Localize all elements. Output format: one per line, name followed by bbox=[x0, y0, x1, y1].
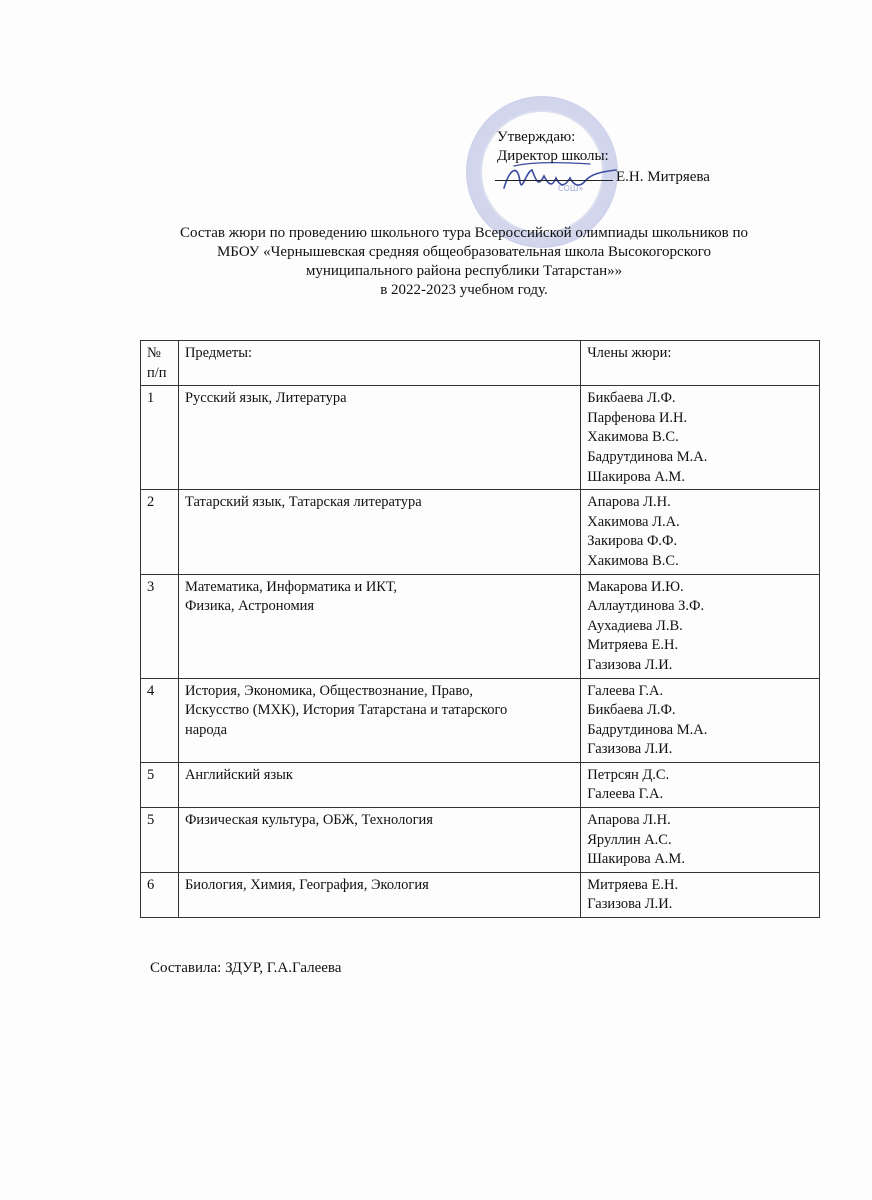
row-members bbox=[581, 762, 820, 807]
jury-member: Шакирова А.М. bbox=[587, 468, 685, 485]
jury-member: Яруллин А.С. bbox=[587, 831, 672, 848]
jury-member: Бикбаева Л.Ф. bbox=[587, 390, 676, 407]
jury-member: Галеева Г.А. bbox=[587, 682, 664, 699]
row-members bbox=[581, 872, 820, 917]
header-num: № п/п bbox=[141, 341, 179, 386]
row-members bbox=[581, 808, 820, 873]
signature-line bbox=[495, 166, 613, 181]
table-row bbox=[141, 574, 820, 678]
row-number: 3 bbox=[141, 574, 179, 678]
row-members bbox=[581, 574, 820, 678]
jury-member: Апарова Л.Н. bbox=[587, 494, 671, 511]
row-members bbox=[581, 386, 820, 490]
approval-signer: Е.Н. Митряева bbox=[616, 169, 710, 185]
jury-table bbox=[140, 340, 820, 918]
row-subjects: Математика, Информатика и ИКТ, Физика, Астрономия bbox=[178, 574, 580, 678]
seal-text: СОШ» bbox=[558, 184, 584, 193]
table-row bbox=[141, 490, 820, 574]
row-number: 4 bbox=[141, 678, 179, 762]
approval-signer-line bbox=[495, 166, 710, 187]
jury-member: Галеева Г.А. bbox=[587, 786, 664, 803]
jury-member: Аухадиева Л.В. bbox=[587, 617, 683, 634]
jury-member: Апарова Л.Н. bbox=[587, 812, 671, 829]
jury-member: Шакирова А.М. bbox=[587, 851, 685, 868]
jury-member: Парфенова И.Н. bbox=[587, 409, 688, 426]
jury-member: Митряева Е.Н. bbox=[587, 637, 679, 654]
row-subjects: Русский язык, Литература bbox=[178, 386, 580, 490]
table-row bbox=[141, 678, 820, 762]
jury-member: Петрсян Д.С. bbox=[587, 766, 670, 783]
row-subjects: Татарский язык, Татарская литература bbox=[178, 490, 580, 574]
row-subjects: Английский язык bbox=[178, 762, 580, 807]
row-members bbox=[581, 678, 820, 762]
jury-member: Макарова И.Ю. bbox=[587, 578, 684, 595]
title-line-3: муниципального района республики Татарстан»» bbox=[305, 263, 623, 279]
title-line-2: МБОУ «Чернышевская средняя общеобразовательная школа Высокогорского bbox=[216, 244, 712, 260]
table-row bbox=[141, 762, 820, 807]
jury-member: Митряева Е.Н. bbox=[587, 876, 679, 893]
jury-member: Газизова Л.И. bbox=[587, 896, 673, 913]
compiled-by: Составила: ЗДУР, Г.А.Галеева bbox=[150, 960, 342, 976]
jury-member: Закирова Ф.Ф. bbox=[587, 533, 678, 550]
row-subjects: Биология, Химия, География, Экология bbox=[178, 872, 580, 917]
row-number: 2 bbox=[141, 490, 179, 574]
row-members bbox=[581, 490, 820, 574]
title-line-4: в 2022-2023 учебном году. bbox=[380, 282, 548, 298]
row-number: 1 bbox=[141, 386, 179, 490]
jury-member: Газизова Л.И. bbox=[587, 656, 673, 673]
approval-block bbox=[497, 128, 710, 187]
table-row bbox=[141, 386, 820, 490]
jury-member: Хакимова В.С. bbox=[587, 552, 679, 569]
approval-heading: Утверждаю: bbox=[497, 129, 576, 145]
row-subjects: История, Экономика, Обществознание, Право, Искусство (МХК), История Татарстана и татарского народа bbox=[178, 678, 580, 762]
title-line-1: Состав жюри по проведению школьного тура Всероссийской олимпиады школьников по bbox=[179, 225, 749, 241]
jury-member: Хакимова В.С. bbox=[587, 429, 679, 446]
jury-member: Бадрутдинова М.А. bbox=[587, 448, 708, 465]
row-subjects: Физическая культура, ОБЖ, Технология bbox=[178, 808, 580, 873]
jury-member: Аллаутдинова З.Ф. bbox=[587, 598, 705, 615]
table-row bbox=[141, 872, 820, 917]
table-row bbox=[141, 808, 820, 873]
approval-position: Директор школы: bbox=[497, 148, 609, 164]
header-members: Члены жюри: bbox=[581, 341, 820, 386]
jury-member: Бикбаева Л.Ф. bbox=[587, 702, 676, 719]
header-subjects: Предметы: bbox=[178, 341, 580, 386]
jury-member: Бадрутдинова М.А. bbox=[587, 721, 708, 738]
row-number: 5 bbox=[141, 762, 179, 807]
row-number: 5 bbox=[141, 808, 179, 873]
jury-member: Газизова Л.И. bbox=[587, 741, 673, 758]
document-title bbox=[120, 224, 808, 300]
row-number: 6 bbox=[141, 872, 179, 917]
jury-member: Хакимова Л.А. bbox=[587, 513, 680, 530]
table-header-row bbox=[141, 341, 820, 386]
